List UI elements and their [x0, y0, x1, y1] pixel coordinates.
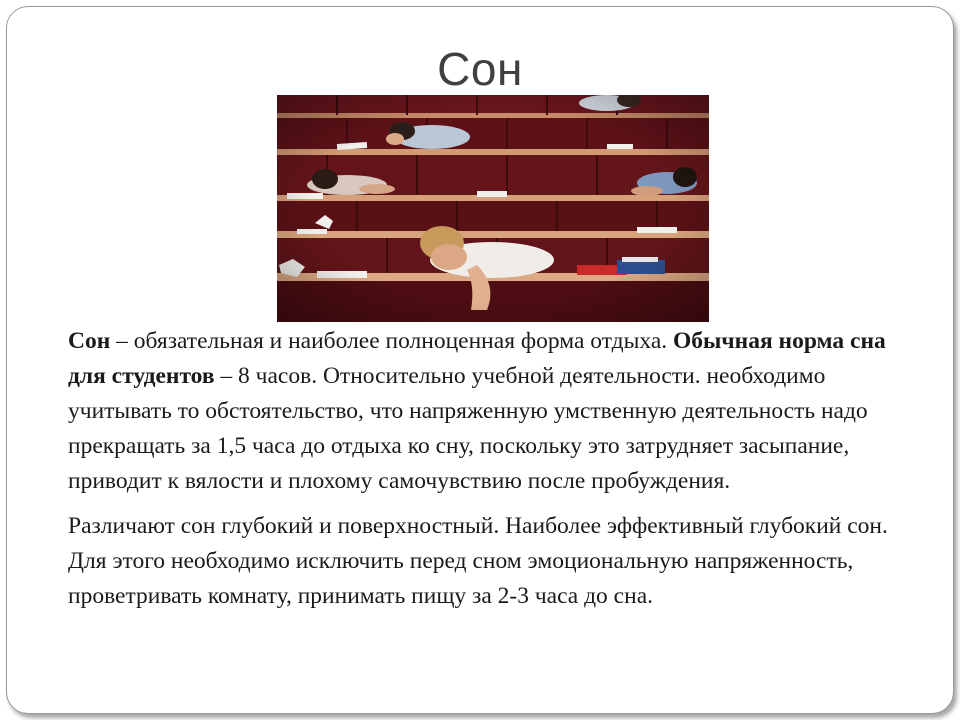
term-norm: Обычная норма сна для студентов: [68, 328, 886, 389]
paragraph-sleep-types: Различают сон глубокий и поверхностный. Наиболее эффективный глубокий сон. Для этого необходимо исключить перед сном эмоциональную напряженность, проветривать комнату, принимать пищу за 2-3 часа до сна.: [68, 513, 888, 609]
slide-title: Сон: [437, 43, 523, 95]
paragraph-sleep-norm: [68, 324, 888, 499]
paragraph1-text1: – обязательная и наиболее полноценная форма отдыха.: [110, 328, 674, 354]
slide-body: [68, 324, 888, 614]
paragraph1-text2: – 8 часов. Относительно учебной деятельности. необходимо учитывать то обстоятельство, что напряженную умственную деятельность надо прекращать за 1,5 часа до отдыха ко сну, поскольку это затрудняет засыпание, приводит к вялости и плохому самочувствию после пробуждения.: [68, 363, 868, 494]
term-sleep: Сон: [68, 328, 111, 354]
sleeping-students-photo: [277, 95, 709, 322]
